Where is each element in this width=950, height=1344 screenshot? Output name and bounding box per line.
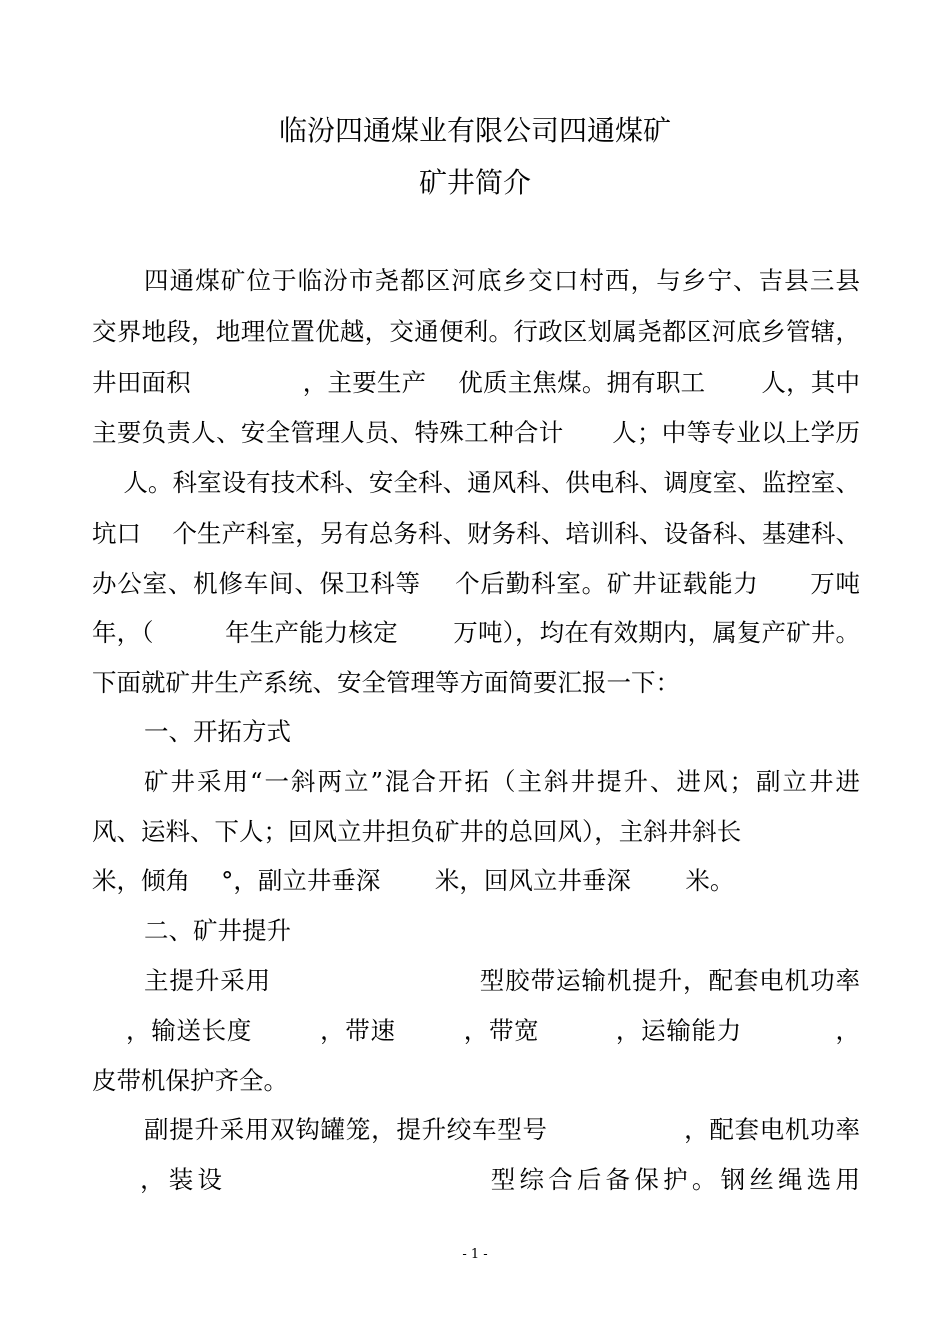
paragraph-line-7: 办公室、机修车间、保卫科等 个后勤科室。矿井证载能力 万吨	[92, 569, 860, 598]
paragraph-line-2: 交界地段，地理位置优越，交通便利。行政区划属尧都区河底乡管辖，	[92, 317, 860, 346]
paragraph-line-10: 矿井采用“一斜两立”混合开拓（主斜井提升、进风；副立井进	[144, 767, 860, 796]
section-heading-1: 一、开拓方式	[144, 717, 291, 746]
paragraph-line-14: ，输送长度 ，带速 ，带宽 ，运输能力 ，	[92, 1016, 860, 1045]
paragraph-line-12: 米，倾角 °，副立井垂深 米，回风立井垂深 米。	[92, 866, 735, 895]
paragraph-line-6: 坑口 个生产科室，另有总务科、财务科、培训科、设备科、基建科、	[92, 519, 860, 548]
document-title: 临汾四通煤业有限公司四通煤矿	[278, 114, 671, 147]
page-number: - 1 -	[462, 1247, 488, 1262]
paragraph-line-13: 主提升采用 型胶带运输机提升，配套电机功率	[144, 966, 860, 995]
paragraph-line-16: 副提升采用双钩罐笼，提升绞车型号 ，配套电机功率	[144, 1115, 860, 1144]
paragraph-line-15: 皮带机保护齐全。	[92, 1066, 288, 1095]
paragraph-line-8: 年，（ 年生产能力核定 万吨），均在有效期内，属复产矿井。	[92, 618, 860, 647]
paragraph-line-4: 主要负责人、安全管理人员、特殊工种合计 人；中等专业以上学历	[92, 418, 860, 447]
paragraph-line-5: 人。科室设有技术科、安全科、通风科、供电科、调度室、监控室、	[92, 468, 860, 497]
document-subtitle: 矿井简介	[418, 166, 531, 199]
paragraph-line-1: 四通煤矿位于临汾市尧都区河底乡交口村西，与乡宁、吉县三县	[144, 266, 860, 295]
section-heading-2: 二、矿井提升	[144, 916, 291, 945]
paragraph-line-11: 风、运料、下人；回风立井担负矿井的总回风），主斜井斜长	[92, 817, 742, 846]
paragraph-line-17: ，装设 型综合后备保护。钢丝绳选用	[92, 1165, 860, 1194]
paragraph-line-3: 井田面积 ，主要生产 优质主焦煤。拥有职工 人，其中	[92, 368, 860, 397]
paragraph-line-9: 下面就矿井生产系统、安全管理等方面简要汇报一下：	[92, 668, 680, 697]
